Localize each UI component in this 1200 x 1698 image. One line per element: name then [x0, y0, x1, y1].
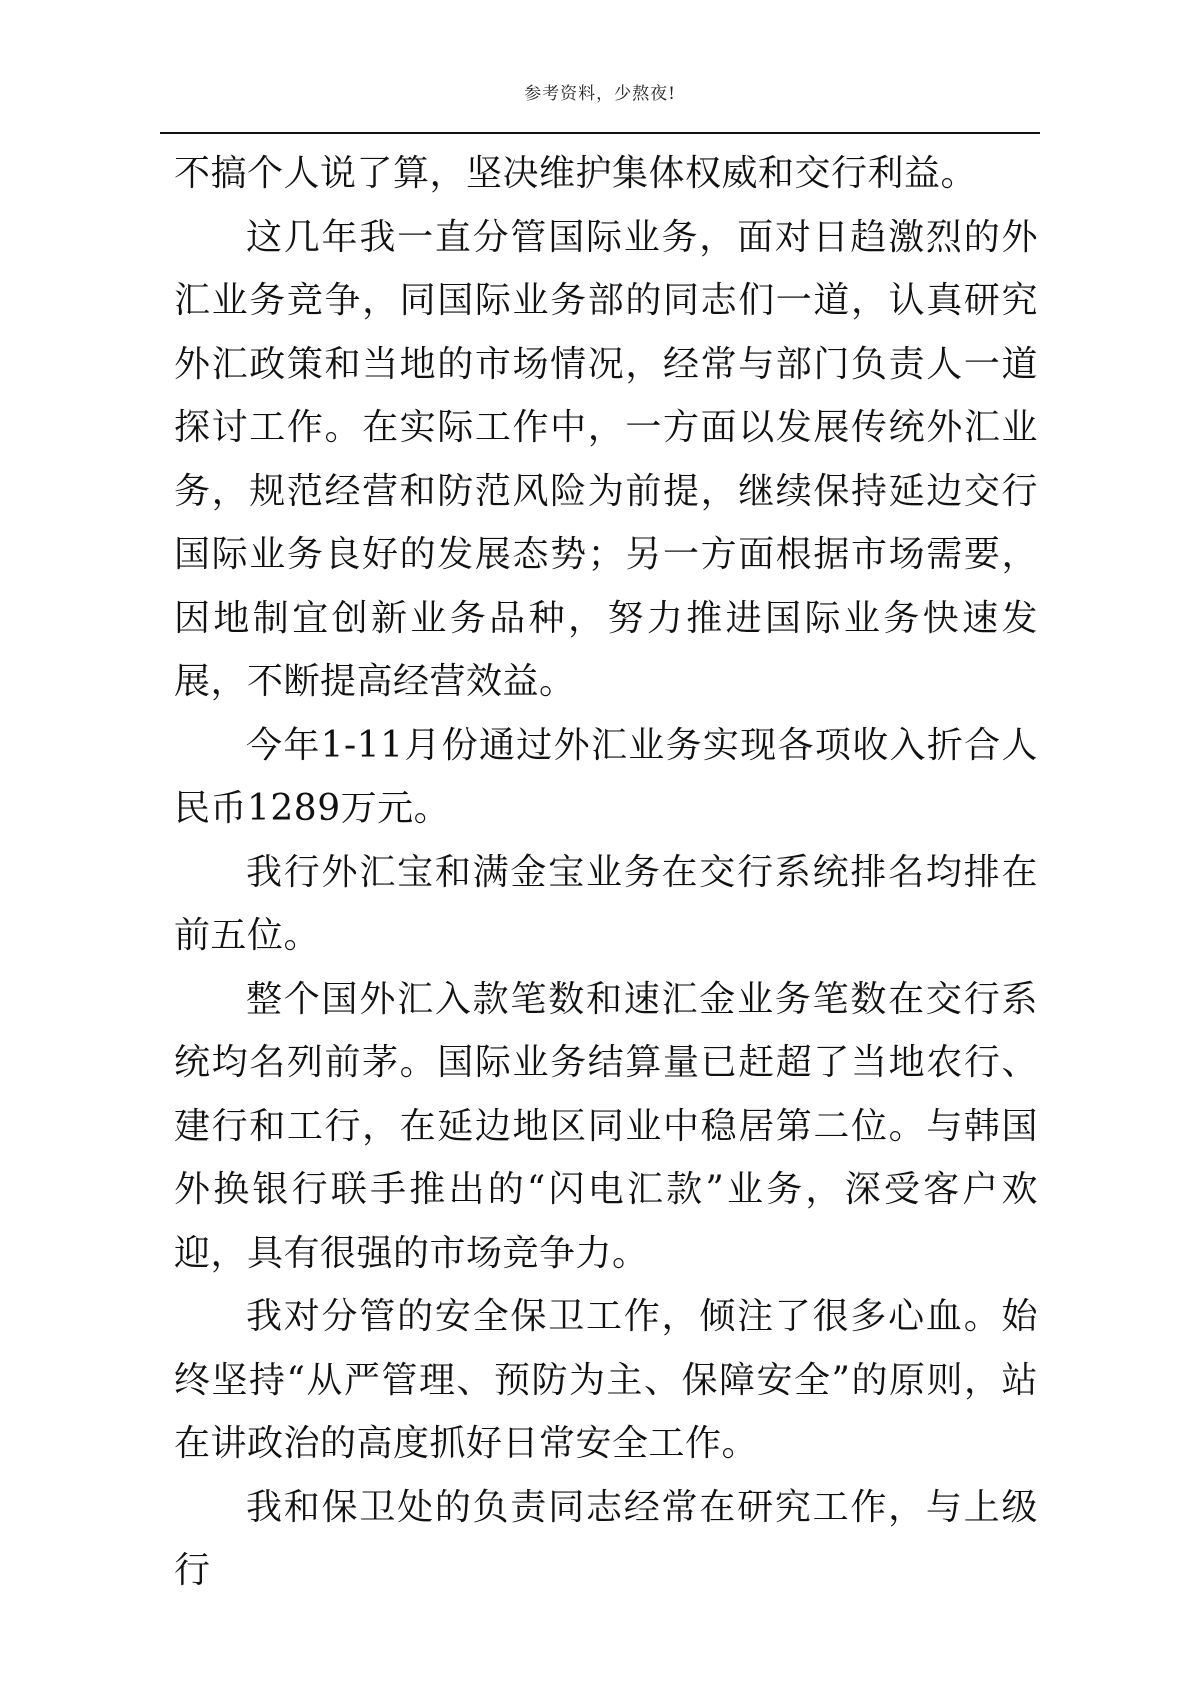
paragraph-3: 今年1-11月份通过外汇业务实现各项收入折合人民币1289万元。 — [174, 724, 1038, 829]
paragraph-5: 整个国外汇入款笔数和速汇金业务笔数在交行系统均名列前茅。国际业务结算量已赶超了当地农行、建行和工行，在延边地区同业中稳居第二位。与韩国外换银行联手推出的“闪电汇款”业务，深受客户欢迎，具有很强的市场竞争力。 — [174, 978, 1038, 1274]
paragraph-1: 不搞个人说了算，坚决维护集体权威和交行利益。 — [174, 153, 978, 194]
paragraph-7: 我和保卫处的负责同志经常在研究工作，与上级行 — [174, 1486, 1038, 1591]
header-divider — [160, 132, 1040, 134]
paragraph-6: 我对分管的安全保卫工作，倾注了很多心血。始终坚持“从严管理、预防为主、保障安全”的原则，站在讲政治的高度抓好日常安全工作。 — [174, 1296, 1038, 1464]
page-header: 参考资料，少熬夜! — [524, 84, 676, 104]
document-body — [174, 142, 1038, 1603]
paragraph-4: 我行外汇宝和满金宝业务在交行系统排名均排在前五位。 — [174, 851, 1038, 956]
paragraph-2: 这几年我一直分管国际业务，面对日趋激烈的外汇业务竞争，同国际业务部的同志们一道，认真研究外汇政策和当地的市场情况，经常与部门负责人一道探讨工作。在实际工作中，一方面以发展传统外汇业务，规范经营和防范风险为前提，继续保持延边交行国际业务良好的发展态势；另一方面根据市场需要，因地制宜创新业务品种，努力推进国际业务快速发展，不断提高经营效益。 — [174, 216, 1038, 702]
